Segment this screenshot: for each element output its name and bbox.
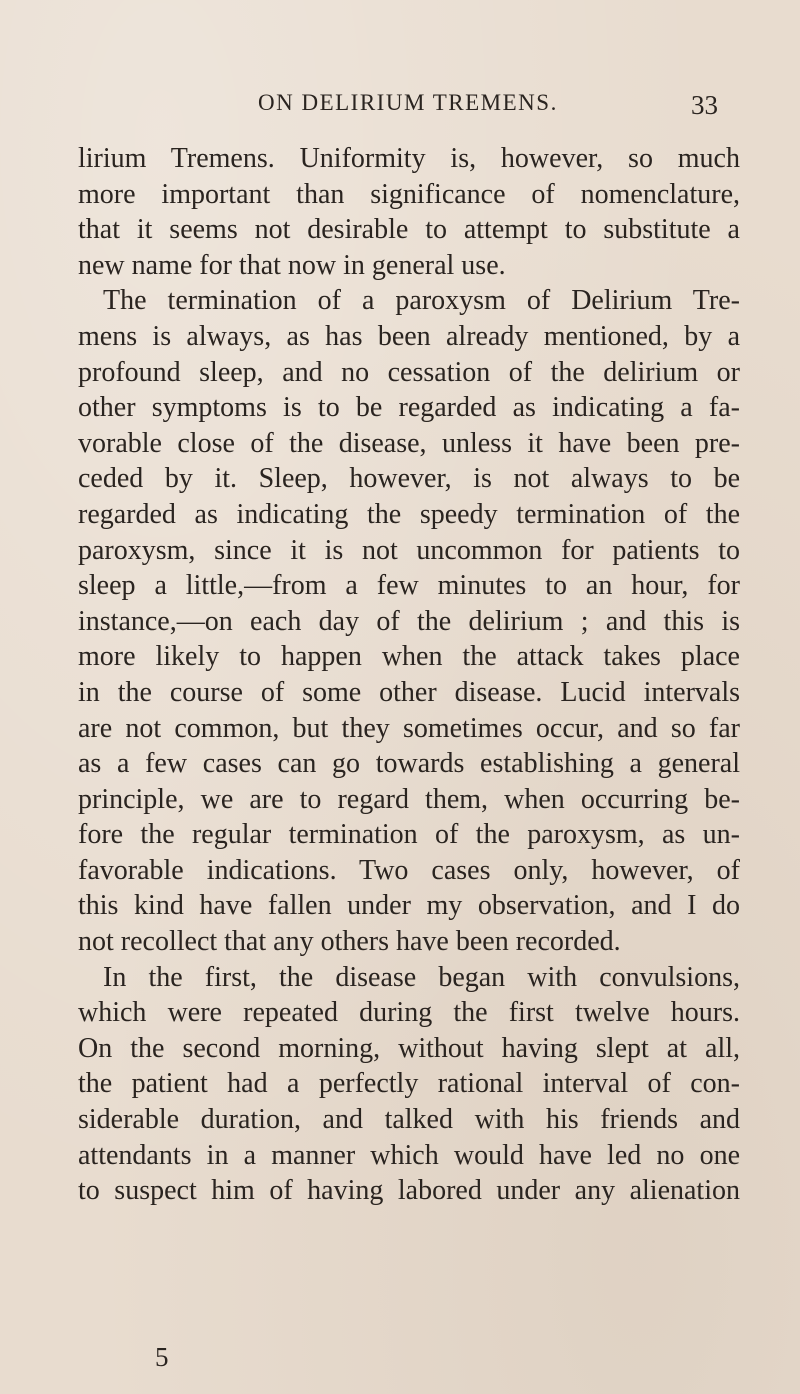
text-line: other symptoms is to be regarded as indicating a fa- [78, 392, 740, 424]
text-line: instance,—on each day of the delirium ; and this is [78, 605, 740, 637]
page-number: 33 [691, 90, 718, 120]
running-title: ON DELIRIUM TREMENS. [258, 90, 558, 115]
text-line: more likely to happen when the attack takes place [78, 641, 740, 673]
text-line: In the first, the disease began with convulsions, [103, 961, 740, 993]
text-line: principle, we are to regard them, when occurring be- [78, 783, 740, 815]
text-line: lirium Tremens. Uniformity is, however, so much [78, 143, 740, 174]
text-line: more important than significance of nomenclature, [78, 178, 740, 210]
text-line: new name for that now in general use. [78, 249, 506, 281]
text-line: in the course of some other disease. Lucid intervals [78, 676, 740, 708]
signature-mark: 5 [155, 1342, 169, 1372]
text-line: to suspect him of having labored under any alienation [78, 1175, 740, 1207]
running-head [258, 90, 718, 126]
text-line: favorable indications. Two cases only, however, of [78, 854, 740, 886]
text-line: this kind have fallen under my observation, and I do [78, 890, 740, 922]
text-line: paroxysm, since it is not uncommon for patients to [78, 534, 740, 566]
text-line: that it seems not desirable to attempt to substitute a [78, 214, 740, 246]
body-text [78, 141, 740, 1209]
text-line: not recollect that any others have been recorded. [78, 926, 621, 958]
text-line: as a few cases can go towards establishing a general [78, 748, 740, 780]
text-line: siderable duration, and talked with his friends and [78, 1104, 740, 1136]
text-line: vorable close of the disease, unless it have been pre- [78, 427, 740, 459]
text-line: are not common, but they sometimes occur, and so far [78, 712, 740, 744]
text-line: which were repeated during the first twelve hours. [78, 997, 740, 1029]
text-line: mens is always, as has been already mentioned, by a [78, 320, 740, 352]
text-line: sleep a little,—from a few minutes to an hour, for [78, 570, 740, 602]
text-line: regarded as indicating the speedy termination of the [78, 498, 740, 530]
text-line: The termination of a paroxysm of Delirium Tre- [103, 285, 740, 317]
text-line: On the second morning, without having slept at all, [78, 1032, 740, 1064]
text-line: fore the regular termination of the paroxysm, as un- [78, 819, 740, 851]
text-line: the patient had a perfectly rational interval of con- [78, 1068, 740, 1100]
text-line: ceded by it. Sleep, however, is not always to be [78, 463, 740, 495]
text-line: attendants in a manner which would have led no one [78, 1139, 740, 1171]
text-line: profound sleep, and no cessation of the delirium or [78, 356, 740, 388]
